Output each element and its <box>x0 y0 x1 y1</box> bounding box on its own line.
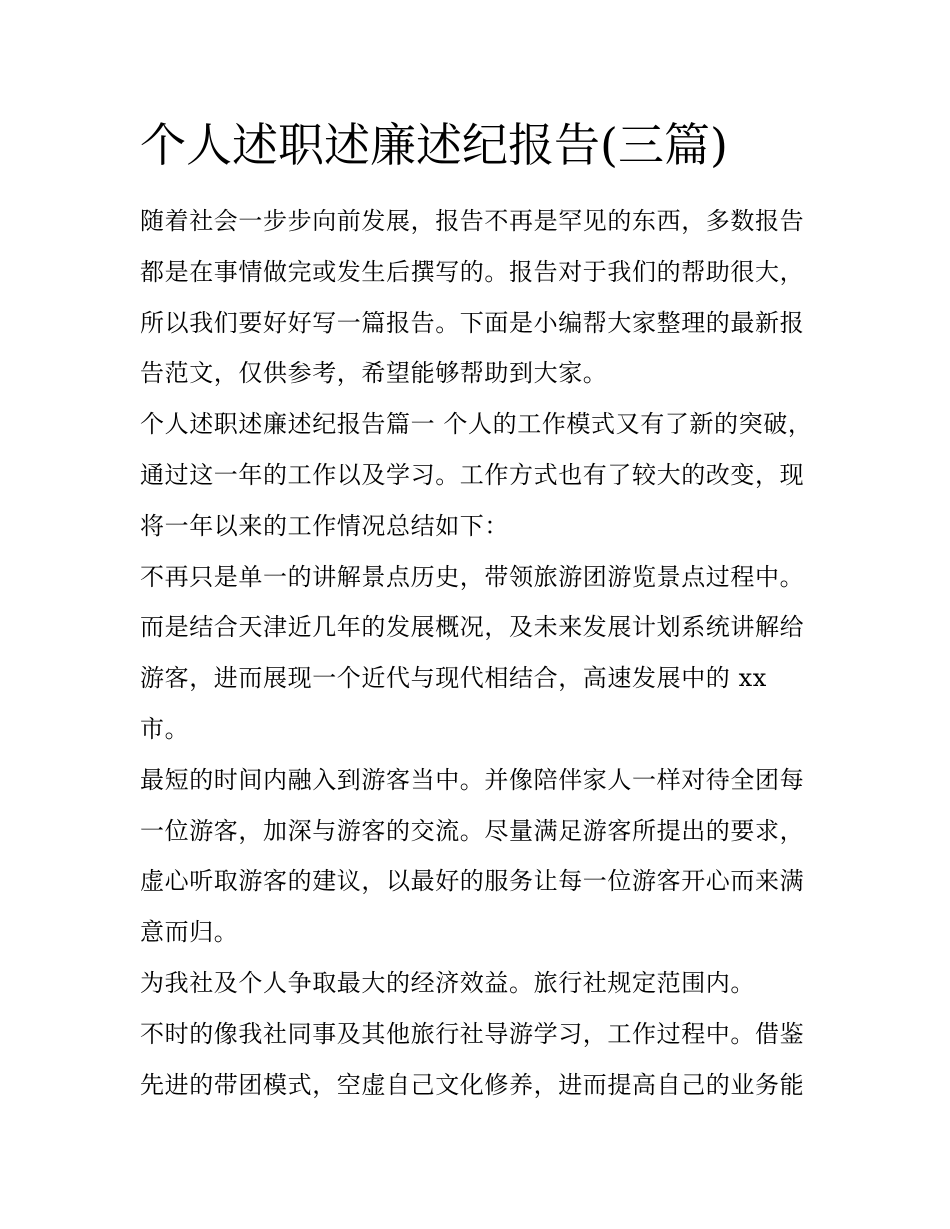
paragraph-learning: 不时的像我社同事及其他旅行社导游学习，工作过程中。借鉴先进的带团模式，空虚自己文化修养，进而提高自己的业务能 <box>140 1019 805 1099</box>
paragraph-service: 最短的时间内融入到游客当中。并像陪伴家人一样对待全团每一位游客，加深与游客的交流。尽量满足游客所提出的要求，虚心听取游客的建议，以最好的服务让每一位游客开心而来满意而归。 <box>140 765 805 947</box>
paragraph-intro: 随着社会一步步向前发展，报告不再是罕见的东西，多数报告都是在事情做完或发生后撰写的。报告对于我们的帮助很大，所以我们要好好写一篇报告。下面是小编帮大家整理的最新报告范文，仅供参考，希望能够帮助到大家。 <box>140 207 805 388</box>
paragraph-benefit: 为我社及个人争取最大的经济效益。旅行社规定范围内。 <box>140 968 755 997</box>
paragraph-explanation: 不再只是单一的讲解景点历史，带领旅游团游览景点过程中。而是结合天津近几年的发展概况，及未来发展计划系统讲解给游客，进而展现一个近代与现代相结合，高速发展中的 xx 市。 <box>140 562 805 743</box>
document-title: 个人述职述廉述纪报告(三篇) <box>140 118 728 172</box>
paragraph-report-opening: 个人述职述廉述纪报告篇一 个人的工作模式又有了新的突破，通过这一年的工作以及学习。工作方式也有了较大的改变，现将一年以来的工作情况总结如下： <box>140 410 813 540</box>
document-page <box>140 112 820 1110</box>
